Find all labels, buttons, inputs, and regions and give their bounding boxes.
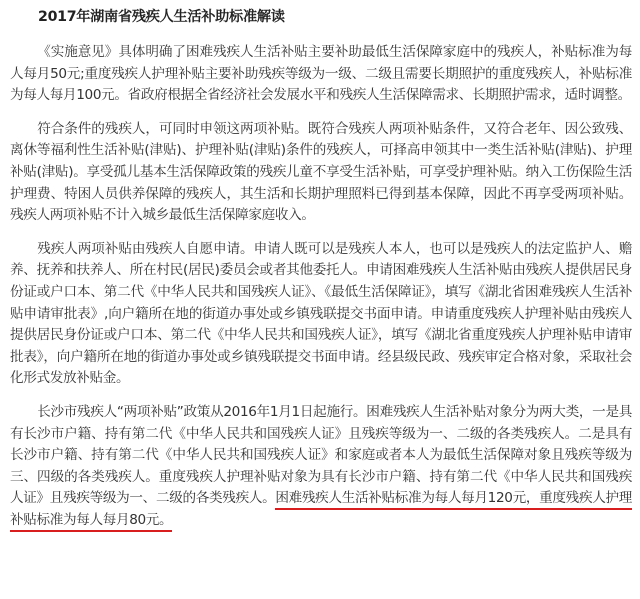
- changsha-policy-text: 长沙市残疾人“两项补贴”政策从2016年1月1日起施行。困难残疾人生活补贴对象分为两大类，一是具有长沙市户籍、持有第二代《中华人民共和国残疾人证》且残疾等级为一、二级的各类残疾人。二是具有长沙市户籍、持有第二代《中华人民共和国残疾人证》和家庭或者本人为最低生活保障对象且残疾等级为三、四级的各类残疾人。重度残疾人护理补贴对象为具有长沙市户籍、持有第二代《中华人民共和国残疾人证》且残疾等级为一、二级的各类残疾人。: [10, 403, 632, 507]
- highlighted-subsidy-standard: 困难残疾人生活补贴标准为每人每月120元，重度残疾人护理补贴标准为每人每月80元。: [10, 490, 632, 532]
- paragraph-eligibility: 符合条件的残疾人，可同时申领这两项补贴。既符合残疾人两项补贴条件，又符合老年、因公致残、离休等福利性生活补贴(津贴)、护理补贴(津贴)条件的残疾人，可择高申领其中一类生活补贴(津贴)、护理补贴(津贴)。享受孤儿基本生活保障政策的残疾儿童不享受生活补贴，可享受护理补贴。纳入工伤保险生活护理费、特困人员供养保障的残疾人，其生活和长期护理照料已得到基本保障，因此不再享受两项补贴。残疾人两项补贴不计入城乡最低生活保障家庭收入。: [10, 120, 632, 224]
- paragraph-changsha-policy: [10, 402, 632, 532]
- paragraph-application: 残疾人两项补贴由残疾人自愿申请。申请人既可以是残疾人本人，也可以是残疾人的法定监护人、赡养、抚养和扶养人、所在村民(居民)委员会或者其他委托人。申请困难残疾人生活补贴由残疾人提供居民身份证或户口本、第二代《中华人民共和国残疾人证》、《最低生活保障证》，填写《湖北省困难残疾人生活补贴申请审批表》,向户籍所在地的街道办事处或乡镇残联提交书面申请。申请重度残疾人护理补贴由残疾人提供居民身份证或户口本、第二代《中华人民共和国残疾人证》，填写《湖北省重度残疾人护理补贴申请审批表》，向户籍所在地的街道办事处或乡镇残联提交书面申请。经县级民政、残疾审定合格对象，采取社会化形式发放补贴金。: [10, 240, 632, 387]
- paragraph-implementation-opinion: 《实施意见》具体明确了困难残疾人生活补贴主要补助最低生活保障家庭中的残疾人，补贴标准为每人每月50元;重度残疾人护理补贴主要补助残疾等级为一级、二级且需要长期照护的重度残疾人，补贴标准为每人每月100元。省政府根据全省经济社会发展水平和残疾人生活保障需求、长期照护需求，适时调整。: [10, 44, 632, 104]
- article-title: 2017年湖南省残疾人生活补助标准解读: [38, 9, 285, 25]
